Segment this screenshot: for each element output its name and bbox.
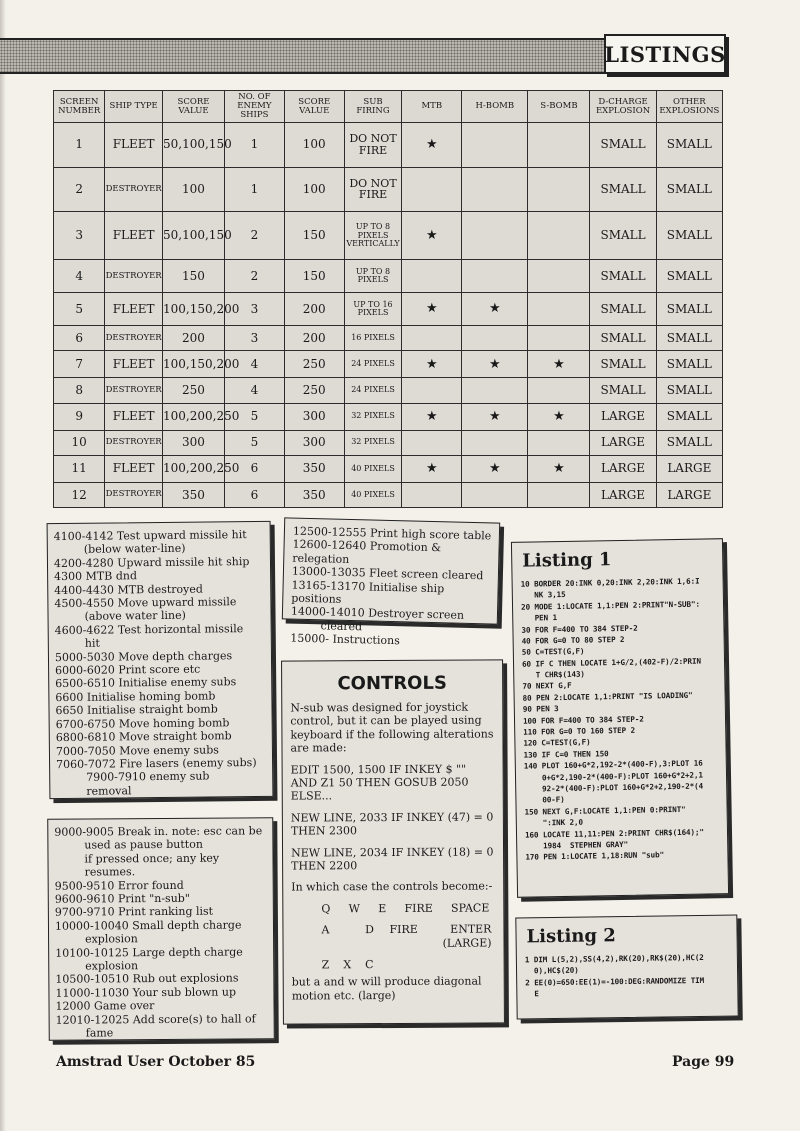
- sbomb-cell: [528, 455, 590, 482]
- column-header: H-BOMB: [462, 91, 528, 123]
- sbomb-cell: [528, 260, 590, 293]
- controls-outro: but a and w will produce diagonal motion etc. (large): [291, 974, 482, 1003]
- star-icon: ★: [425, 136, 438, 152]
- section-title: LISTINGS: [604, 34, 726, 74]
- screen-cell: 3: [54, 212, 105, 260]
- score-cell: 250: [163, 378, 225, 403]
- score-cell: 100,200,250: [163, 403, 225, 430]
- reference-line-continued: removal: [86, 784, 132, 798]
- mtb-cell: [402, 326, 462, 351]
- hbomb-cell: [462, 351, 528, 378]
- dcharge-cell: LARGE: [590, 430, 656, 455]
- ship-cell: FLEET: [105, 403, 163, 430]
- dcharge-cell: LARGE: [590, 455, 656, 482]
- star-icon: ★: [489, 356, 501, 372]
- ship-cell: FLEET: [105, 123, 163, 168]
- table-row: [54, 326, 723, 351]
- other-cell: SMALL: [656, 378, 722, 403]
- star-icon: ★: [425, 227, 438, 243]
- screen-cell: 1: [54, 123, 105, 168]
- other-cell: SMALL: [656, 403, 722, 430]
- screen-cell: 6: [54, 326, 105, 351]
- listing-1-code: 10 BORDER 20:INK 0,20:INK 2,20:INK 1,6:I NK 3,15 20 MODE 1:LOCATE 1,1:PEN 2:PRINT"N-SUB": PEN 1 30 FOR F=400 TO 384 STEP-2 40 FOR G=0 TO 80 STEP 2 50 C=TEST(G,F) 60 IF C THEN LOCATE 1+G/2,(402-F)/2:PRIN T CHR$(143) 70 NEXT G,F 80 PEN 2:LOCATE 1,1:PRINT "IS LOADING" 90 PEN 3 100 FOR F=400 TO 384 STEP-2 110 FOR G=0 TO 160 STEP 2 120 C=TEST(G,F) 130 IF C=0 THEN 150 140 PLOT 160+G*2,192-2*(400-F),3:PLOT 16 0+G*2,190-2*(400-F):PLOT 160+G*2+2,1 92-2*(400-F):PLOT 160+G*2+2,190-2*(4 00-F) 150 NEXT G,F:LOCATE 1,1:PEN 0:PRINT" ":INK 2,0 160 LOCATE 11,11:PEN 2:PRINT CHR$(164);" 1984 STEPHEN GRAY" 170 PEN 1:LOCATE 1,18:RUN "sub": [520, 576, 704, 862]
- ship-cell: DESTROYER: [105, 378, 163, 403]
- hbomb-cell: [462, 326, 528, 351]
- score-cell: 350: [163, 482, 225, 507]
- key-label: SPACE: [450, 901, 490, 915]
- other-cell: SMALL: [656, 430, 722, 455]
- dcharge-cell: LARGE: [590, 482, 656, 507]
- mtb-cell: [402, 455, 462, 482]
- dcharge-cell: LARGE: [590, 403, 656, 430]
- enemies-cell: 1: [224, 123, 284, 168]
- star-icon: ★: [489, 408, 501, 424]
- hbomb-cell: [462, 167, 528, 212]
- dcharge-cell: SMALL: [590, 167, 656, 212]
- ship-cell: FLEET: [105, 351, 163, 378]
- listing-2-title: Listing 2: [526, 925, 616, 948]
- reference-line-continued: fame: [85, 1026, 114, 1040]
- key-label: A: [321, 923, 330, 937]
- reference-line: 13000-13035 Fleet screen cleared: [291, 564, 484, 583]
- other-cell: SMALL: [656, 167, 722, 212]
- enemies-cell: 2: [224, 260, 284, 293]
- reference-line: 6650 Initialise straight bomb: [55, 702, 218, 718]
- reference-line: 9700-9710 Print ranking list: [54, 905, 214, 920]
- screen-cell: 4: [54, 260, 105, 293]
- score-cell: 100,200,250: [163, 455, 225, 482]
- star-icon: ★: [489, 460, 501, 476]
- enemies-cell: 2: [224, 212, 284, 260]
- reference-line-continued: resumes.: [84, 865, 136, 879]
- hbomb-cell: [462, 455, 528, 482]
- footer-page-number: Page 99: [672, 1054, 735, 1070]
- key-layout: [291, 901, 495, 972]
- score-cell: 50,100,150: [163, 123, 225, 168]
- column-header: SUB FIRING: [344, 91, 402, 123]
- star-icon: ★: [553, 460, 565, 476]
- firing-cell: UP TO 16 PIXELS: [344, 293, 402, 326]
- sbomb-cell: [528, 212, 590, 260]
- key-label: Q: [321, 902, 331, 916]
- table-row: [54, 455, 723, 482]
- column-header: SCORE VALUE: [284, 91, 344, 123]
- reference-line: 6000-6020 Print score etc: [55, 662, 201, 678]
- sbomb-cell: [528, 403, 590, 430]
- key-label: X: [343, 958, 352, 972]
- sbomb-cell: [528, 326, 590, 351]
- table-row: [54, 167, 723, 212]
- enemies-cell: 5: [224, 403, 284, 430]
- enemies-cell: 6: [224, 482, 284, 507]
- dcharge-cell: SMALL: [590, 326, 656, 351]
- screen-cell: 8: [54, 378, 105, 403]
- mtb-cell: [402, 123, 462, 168]
- firing-cell: 16 PIXELS: [344, 326, 402, 351]
- firing-cell: 24 PIXELS: [344, 351, 402, 378]
- reference-line: 7000-7050 Move enemy subs: [55, 742, 219, 758]
- key-label: ENTER (LARGE): [442, 922, 492, 950]
- reference-line: 12010-12025 Add score(s) to hall of: [55, 1012, 256, 1027]
- table-header-row: [54, 91, 723, 123]
- enemies-cell: 1: [224, 167, 284, 212]
- sbomb-cell: [528, 167, 590, 212]
- screen-cell: 11: [54, 455, 105, 482]
- header-dotted-strip: [0, 38, 604, 74]
- firing-cell: 32 PIXELS: [344, 430, 402, 455]
- key-row-2: [291, 923, 495, 951]
- listing-1-title: Listing 1: [522, 549, 612, 572]
- hbomb-cell: [462, 430, 528, 455]
- controls-title: CONTROLS: [337, 672, 447, 695]
- hbomb-cell: [462, 212, 528, 260]
- star-icon: ★: [553, 356, 565, 372]
- other-cell: SMALL: [656, 293, 722, 326]
- dcharge-cell: SMALL: [590, 260, 656, 293]
- value-cell: 250: [284, 378, 344, 403]
- ship-cell: FLEET: [105, 293, 163, 326]
- column-header: MTB: [402, 91, 462, 123]
- column-header: OTHER EXPLOSIONS: [656, 91, 722, 123]
- reference-line: 14000-14010 Destroyer screen: [290, 605, 465, 623]
- key-label: Z: [321, 958, 330, 972]
- screen-cell: 2: [54, 167, 105, 212]
- enemies-cell: 4: [224, 378, 284, 403]
- reference-line: 4400-4430 MTB destroyed: [54, 582, 203, 597]
- score-cell: 100,150,200: [163, 293, 225, 326]
- star-icon: ★: [425, 356, 438, 372]
- ship-cell: DESTROYER: [105, 482, 163, 507]
- ship-cell: FLEET: [105, 455, 163, 482]
- page-binding-edge: [0, 0, 6, 1131]
- star-icon: ★: [425, 301, 438, 317]
- mtb-cell: [402, 212, 462, 260]
- reference-line: 6800-6810 Move straight bomb: [55, 729, 232, 745]
- sbomb-cell: [528, 123, 590, 168]
- firing-cell: 40 PIXELS: [344, 482, 402, 507]
- reference-line-continued: if pressed once; any key: [84, 851, 220, 866]
- mtb-cell: [402, 378, 462, 403]
- dcharge-cell: SMALL: [590, 293, 656, 326]
- key-row-1: [291, 901, 495, 915]
- reference-line: 6600 Initialise homing bomb: [55, 689, 216, 704]
- mtb-cell: [402, 293, 462, 326]
- value-cell: 350: [284, 455, 344, 482]
- star-icon: ★: [489, 301, 501, 317]
- firing-cell: DO NOT FIRE: [344, 167, 402, 212]
- firing-cell: 40 PIXELS: [344, 455, 402, 482]
- screen-table: [53, 90, 723, 508]
- enemies-cell: 4: [224, 351, 284, 378]
- ship-cell: DESTROYER: [105, 260, 163, 293]
- reference-line-continued: hit: [84, 636, 100, 651]
- dcharge-cell: SMALL: [590, 123, 656, 168]
- value-cell: 200: [284, 326, 344, 351]
- sbomb-cell: [528, 293, 590, 326]
- dcharge-cell: SMALL: [590, 378, 656, 403]
- column-header: NO. OF ENEMY SHIPS: [224, 91, 284, 123]
- controls-edit: EDIT 1500, 1500 IF INKEY $ "" AND Z1 50 THEN GOSUB 2050 ELSE...: [290, 762, 469, 803]
- enemies-cell: 5: [224, 430, 284, 455]
- reference-line-continued: explosion: [85, 932, 138, 946]
- key-label: FIRE: [389, 923, 418, 937]
- hbomb-cell: [462, 482, 528, 507]
- reference-line: 4100-4142 Test upward missile hit: [53, 528, 247, 544]
- column-header: SCREEN NUMBER: [54, 91, 105, 123]
- reference-line-continued: (above water line): [84, 609, 186, 624]
- screen-cell: 5: [54, 293, 105, 326]
- table-row: [54, 123, 723, 168]
- reference-line: 6700-6750 Move homing bomb: [55, 715, 230, 731]
- score-cell: 50,100,150: [163, 212, 225, 260]
- reference-line: 5000-5030 Move depth charges: [54, 648, 233, 664]
- star-icon: ★: [425, 408, 438, 424]
- reference-line: 4500-4550 Move upward missile: [54, 595, 237, 611]
- reference-line: 4600-4622 Test horizontal missile: [54, 621, 244, 637]
- listing-2-box: [515, 914, 738, 1019]
- score-cell: 150: [163, 260, 225, 293]
- value-cell: 350: [284, 482, 344, 507]
- reference-line: 12600-12640 Promotion & relegation: [292, 537, 442, 566]
- mtb-cell: [402, 167, 462, 212]
- controls-which: In which case the controls become:-: [291, 879, 493, 894]
- value-cell: 300: [284, 403, 344, 430]
- mtb-cell: [402, 482, 462, 507]
- reference-line: 13165-13170 Initialise ship positions: [291, 578, 445, 606]
- value-cell: 150: [284, 212, 344, 260]
- table-row: [54, 378, 723, 403]
- value-cell: 200: [284, 293, 344, 326]
- key-label: W: [348, 902, 360, 916]
- line-reference-box-3: [47, 817, 275, 1041]
- reference-line: 4200-4280 Upward missile hit ship: [53, 554, 250, 570]
- firing-cell: 32 PIXELS: [344, 403, 402, 430]
- key-label: FIRE: [404, 901, 433, 915]
- other-cell: SMALL: [656, 351, 722, 378]
- reference-line: 4300 MTB dnd: [54, 569, 138, 584]
- reference-line: 6500-6510 Initialise enemy subs: [55, 675, 237, 691]
- table-row: [54, 260, 723, 293]
- reference-line: 10100-10125 Large depth charge: [55, 945, 243, 960]
- mtb-cell: [402, 260, 462, 293]
- ship-cell: DESTROYER: [105, 326, 163, 351]
- firing-cell: DO NOT FIRE: [344, 123, 402, 168]
- value-cell: 100: [284, 123, 344, 168]
- other-cell: LARGE: [656, 455, 722, 482]
- screen-cell: 10: [54, 430, 105, 455]
- column-header: D-CHARGE EXPLOSION: [590, 91, 656, 123]
- firing-cell: 24 PIXELS: [344, 378, 402, 403]
- ship-cell: DESTROYER: [105, 430, 163, 455]
- reference-line: cleared: [320, 619, 363, 634]
- column-header: SCORE VALUE: [163, 91, 225, 123]
- hbomb-cell: [462, 260, 528, 293]
- controls-box: [281, 659, 505, 1024]
- enemies-cell: 3: [224, 326, 284, 351]
- firing-cell: UP TO 8 PIXELS: [344, 260, 402, 293]
- reference-line: 9500-9510 Error found: [54, 878, 184, 893]
- sbomb-cell: [528, 351, 590, 378]
- ship-cell: DESTROYER: [105, 167, 163, 212]
- table-row: [54, 351, 723, 378]
- reference-line-continued: (below water-line): [83, 542, 186, 557]
- table-row: [54, 212, 723, 260]
- reference-line: 11000-11030 Your sub blown up: [55, 985, 237, 1000]
- reference-line-continued: used as pause button: [84, 838, 203, 852]
- other-cell: LARGE: [656, 482, 722, 507]
- enemies-cell: 6: [224, 455, 284, 482]
- star-icon: ★: [425, 460, 438, 476]
- other-cell: SMALL: [656, 212, 722, 260]
- mtb-cell: [402, 403, 462, 430]
- dcharge-cell: SMALL: [590, 351, 656, 378]
- ship-cell: FLEET: [105, 212, 163, 260]
- controls-intro: N-sub was designed for joystick control, but it can be played using keyboard if the following alterations are made:: [290, 700, 494, 755]
- screen-cell: 12: [54, 482, 105, 507]
- reference-line: 12000 Game over: [55, 999, 155, 1014]
- column-header: SHIP TYPE: [105, 91, 163, 123]
- mtb-cell: [402, 351, 462, 378]
- reference-line: 12500-12555 Print high score table: [292, 524, 492, 543]
- score-cell: 100,150,200: [163, 351, 225, 378]
- value-cell: 100: [284, 167, 344, 212]
- table-row: [54, 403, 723, 430]
- reference-line: 10500-10510 Rub out explosions: [55, 971, 239, 987]
- key-label: C: [365, 958, 374, 972]
- reference-line: 9600-9610 Print "n-sub": [54, 891, 190, 906]
- hbomb-cell: [462, 403, 528, 430]
- value-cell: 300: [284, 430, 344, 455]
- controls-new-line-1: NEW LINE, 2033 IF INKEY (47) = 0 THEN 2300: [290, 810, 494, 838]
- hbomb-cell: [462, 293, 528, 326]
- reference-line-continued: 7900-7910 enemy sub: [86, 769, 210, 785]
- score-cell: 300: [163, 430, 225, 455]
- screen-cell: 9: [54, 403, 105, 430]
- key-label: E: [378, 901, 387, 915]
- enemies-cell: 3: [224, 293, 284, 326]
- key-label: D: [365, 923, 374, 937]
- other-cell: SMALL: [656, 260, 722, 293]
- footer-magazine: Amstrad User October 85: [56, 1054, 256, 1070]
- reference-line-continued: explosion: [85, 959, 139, 973]
- value-cell: 150: [284, 260, 344, 293]
- screen-cell: 7: [54, 351, 105, 378]
- line-reference-box-2: [282, 517, 500, 648]
- sbomb-cell: [528, 482, 590, 507]
- table-row: [54, 482, 723, 507]
- value-cell: 250: [284, 351, 344, 378]
- score-cell: 200: [163, 326, 225, 351]
- hbomb-cell: [462, 123, 528, 168]
- other-cell: SMALL: [656, 123, 722, 168]
- other-cell: SMALL: [656, 326, 722, 351]
- listing-2-code: 1 DIM L(5,2),SS(4,2),RK(20),RK$(20),HC(2 0),HC$(20) 2 EE(0)=650:EE(1)=-100:DEG:RANDOMIZE TIM E: [524, 952, 705, 999]
- reference-line: 9000-9005 Break in. note: esc can be: [54, 824, 263, 839]
- reference-line: 10000-10040 Small depth charge: [54, 918, 242, 933]
- sbomb-cell: [528, 378, 590, 403]
- sbomb-cell: [528, 430, 590, 455]
- mtb-cell: [402, 430, 462, 455]
- key-row-3: [292, 958, 496, 972]
- column-header: S-BOMB: [528, 91, 590, 123]
- reference-line: 15000- Instructions: [290, 631, 400, 648]
- firing-cell: UP TO 8 PIXELS VERTICALLY: [344, 212, 402, 260]
- star-icon: ★: [553, 408, 565, 424]
- reference-line: 7060-7072 Fire lasers (enemy subs): [56, 755, 257, 771]
- line-reference-box-1: [47, 521, 274, 799]
- table-row: [54, 293, 723, 326]
- dcharge-cell: SMALL: [590, 212, 656, 260]
- controls-new-line-2: NEW LINE, 2034 IF INKEY (18) = 0 THEN 2200: [291, 845, 494, 873]
- listing-1-box: [511, 538, 729, 898]
- hbomb-cell: [462, 378, 528, 403]
- table-row: [54, 430, 723, 455]
- score-cell: 100: [163, 167, 225, 212]
